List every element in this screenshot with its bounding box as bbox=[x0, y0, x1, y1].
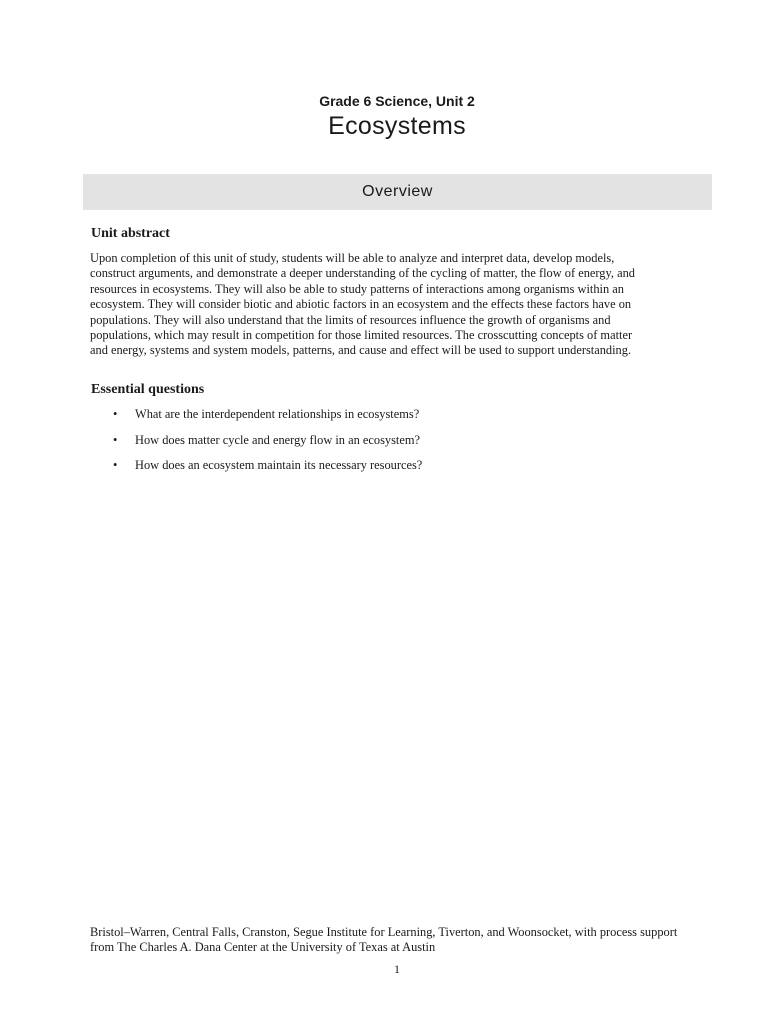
footer-credit-line: Bristol–Warren, Central Falls, Cranston, Segue Institute for Learning, Tiverton, and Woonsocket, with process support bbox=[90, 925, 678, 939]
unit-abstract-heading: Unit abstract bbox=[91, 226, 170, 241]
essential-questions-heading: Essential questions bbox=[91, 382, 205, 397]
bullet-icon: • bbox=[113, 432, 118, 447]
list-item bbox=[113, 458, 422, 484]
abstract-line: Upon completion of this unit of study, students will be able to analyze and interpret data, develop models, bbox=[90, 251, 615, 265]
list-item bbox=[113, 407, 422, 433]
abstract-line: populations, which may result in competition for those limited resources. The crosscutting concepts of matter bbox=[90, 328, 633, 343]
overview-banner bbox=[83, 174, 712, 210]
question-text: How does an ecosystem maintain its necessary resources? bbox=[135, 458, 423, 472]
bullet-icon: • bbox=[113, 458, 118, 472]
bullet-icon: • bbox=[113, 407, 118, 421]
abstract-line: ecosystem. They will consider biotic and abiotic factors in an ecosystem and the effects these factors have on bbox=[90, 297, 632, 312]
page-number: 1 bbox=[394, 962, 400, 976]
question-text: How does matter cycle and energy flow in an ecosystem? bbox=[135, 432, 421, 447]
unit-abstract-paragraph bbox=[90, 251, 705, 359]
list-item bbox=[113, 433, 422, 459]
overview-label: Overview bbox=[362, 183, 433, 200]
abstract-line: construct arguments, and demonstrate a deeper understanding of the cycling of matter, the flow of energy, and bbox=[90, 266, 635, 281]
abstract-line: and energy, systems and system models, patterns, and cause and effect will be used to support understanding. bbox=[90, 343, 632, 358]
document-subtitle: Grade 6 Science, Unit 2 bbox=[319, 93, 475, 109]
document-title: Ecosystems bbox=[328, 112, 466, 140]
footer-credit bbox=[90, 925, 710, 956]
question-text: What are the interdependent relationships in ecosystems? bbox=[135, 407, 420, 421]
footer-credit-line: from The Charles A. Dana Center at the University of Texas at Austin bbox=[90, 940, 436, 955]
essential-questions-list bbox=[113, 407, 422, 484]
abstract-line: populations. They will also understand that the limits of resources influence the growth of organisms and bbox=[90, 312, 611, 327]
abstract-line: resources in ecosystems. They will also be able to study patterns of interactions among organisms within an bbox=[90, 281, 624, 296]
